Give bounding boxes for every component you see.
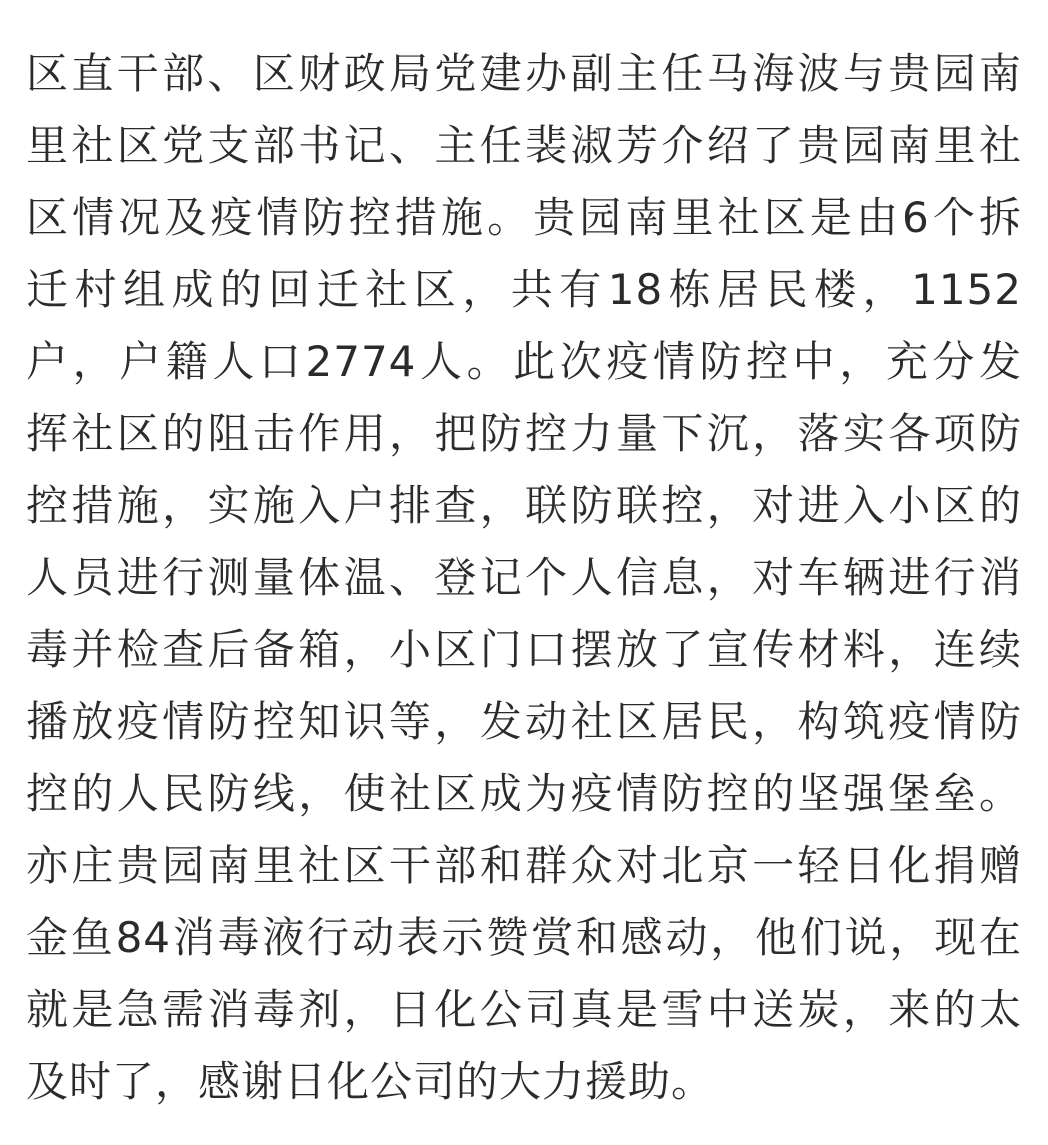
text-line: 毒并检查后备箱，小区门口摆放了宣传材料，连续	[26, 625, 1022, 674]
text-line: 就是急需消毒剂，日化公司真是雪中送炭，来的太	[26, 985, 1022, 1034]
text-line: 区直干部、区财政局党建办副主任马海波与贵园南	[26, 49, 1022, 98]
text-line: 控的人民防线，使社区成为疫情防控的坚强堡垒。	[26, 769, 1022, 818]
text-line-last: 及时了，感谢日化公司的大力援助。	[26, 1057, 715, 1106]
text-line: 区情况及疫情防控措施。贵园南里社区是由6个拆	[26, 193, 1022, 242]
text-line: 挥社区的阻击作用，把防控力量下沉，落实各项防	[26, 409, 1022, 458]
text-line: 播放疫情防控知识等，发动社区居民，构筑疫情防	[26, 697, 1022, 746]
article-body	[26, 38, 1022, 1118]
text-line: 户，户籍人口2774人。此次疫情防控中，充分发	[26, 337, 1022, 386]
text-line: 金鱼84消毒液行动表示赞赏和感动，他们说，现在	[26, 913, 1022, 962]
text-line: 控措施，实施入户排查，联防联控，对进入小区的	[26, 481, 1022, 530]
text-line: 迁村组成的回迁社区，共有18栋居民楼，1152	[26, 265, 1022, 314]
text-line: 里社区党支部书记、主任裴淑芳介绍了贵园南里社	[26, 121, 1022, 170]
text-line: 人员进行测量体温、登记个人信息，对车辆进行消	[26, 553, 1022, 602]
text-line: 亦庄贵园南里社区干部和群众对北京一轻日化捐赠	[26, 841, 1022, 890]
